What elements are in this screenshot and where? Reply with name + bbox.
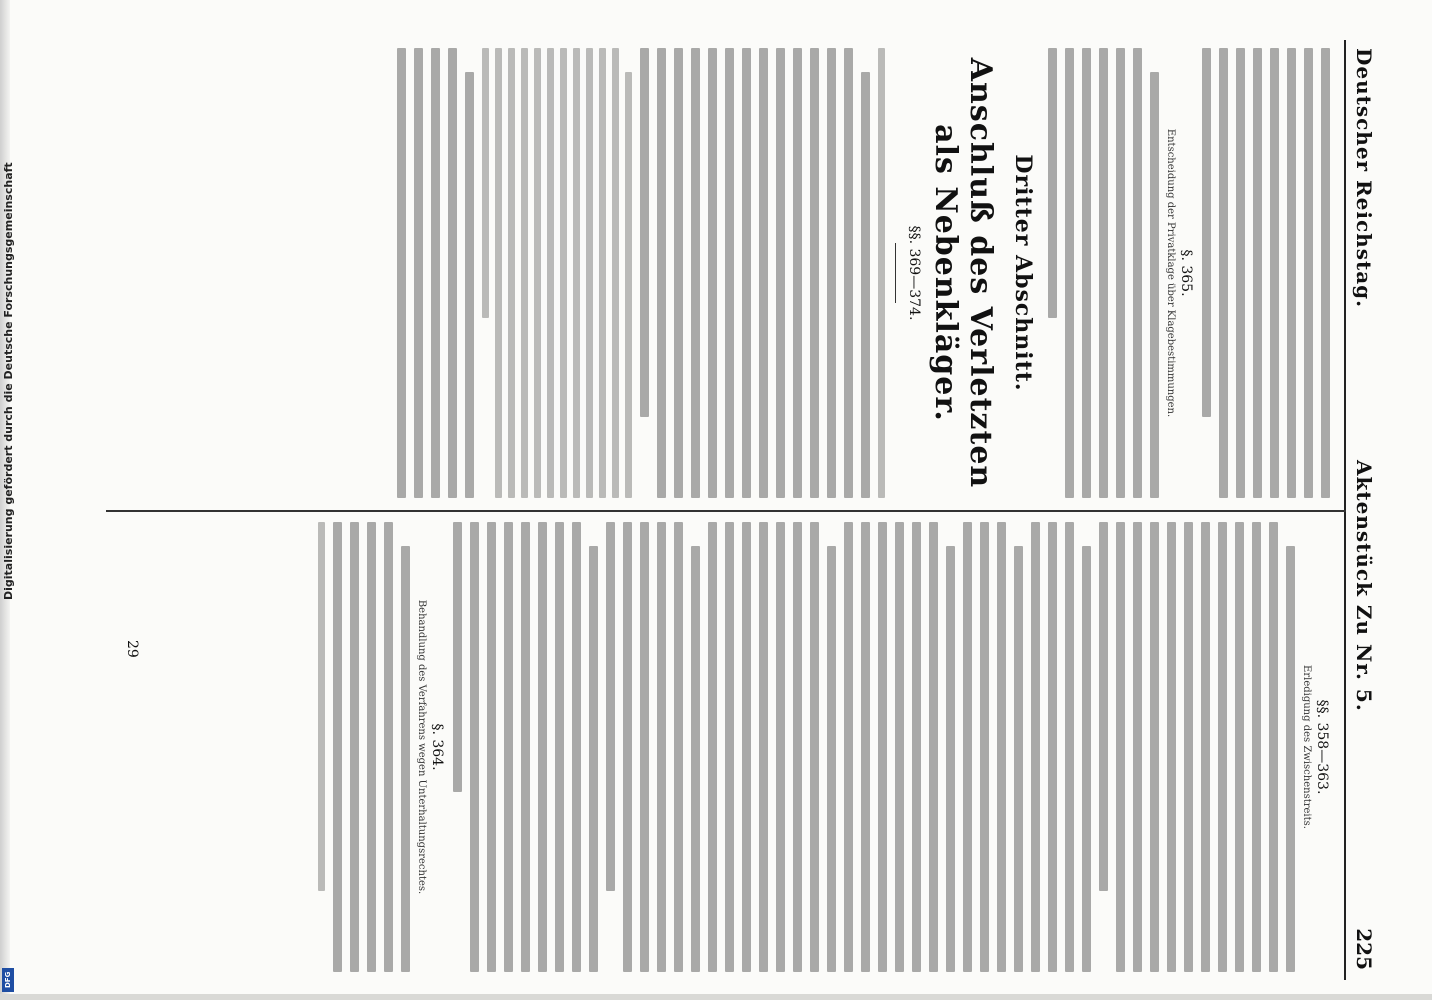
rotated-document-page	[80, 40, 1380, 980]
paragraph-illegible	[453, 522, 598, 972]
paragraph-illegible	[333, 522, 410, 972]
section-divider	[895, 243, 896, 303]
paragraph-illegible	[397, 48, 474, 498]
numbered-list-illegible	[606, 522, 1091, 972]
paragraph-illegible	[1048, 48, 1159, 498]
footnote-illegible	[482, 48, 632, 498]
left-column	[389, 48, 1336, 498]
digitization-credit: Digitalisierung gefördert durch die Deutsche Forschungsgemeinschaft	[2, 162, 15, 600]
running-head-right: Aktenstück Zu Nr. 5.	[1352, 460, 1376, 712]
footnote-illegible	[318, 522, 325, 972]
section-subtitle: Entscheidung der Privatklage über Klagebestimmungen.	[1165, 128, 1176, 418]
section-number: §§. 358—363.	[1314, 699, 1330, 795]
third-section-title: Dritter Abschnitt.	[1010, 154, 1036, 392]
running-head	[1348, 40, 1380, 980]
right-column	[310, 522, 1336, 972]
margin-note-illegible	[878, 48, 885, 498]
page-footer-marker: 29	[124, 640, 140, 658]
running-head-left: Deutscher Reichstag.	[1352, 48, 1376, 309]
column-rule	[106, 510, 1346, 512]
page-number: 225	[1352, 928, 1376, 970]
section-number: §. 364.	[429, 723, 445, 771]
third-section-range: §§. 369—374.	[906, 225, 922, 321]
paragraph-illegible	[1099, 522, 1295, 972]
scan-edge-bottom	[0, 994, 1432, 1000]
dfg-logo-icon: DFG	[2, 968, 14, 992]
section-subtitle: Erledigung des Zwischenstreits.	[1301, 665, 1312, 829]
section-subtitle: Behandlung des Verfahrens wegen Unterhaltungsrechtes.	[416, 599, 427, 895]
section-number: §. 365.	[1178, 249, 1194, 297]
paragraph-illegible	[1202, 48, 1330, 498]
paragraph-illegible	[640, 48, 870, 498]
third-section-heading: Anschluß des Verletzten als Nebenkläger.	[928, 57, 998, 489]
